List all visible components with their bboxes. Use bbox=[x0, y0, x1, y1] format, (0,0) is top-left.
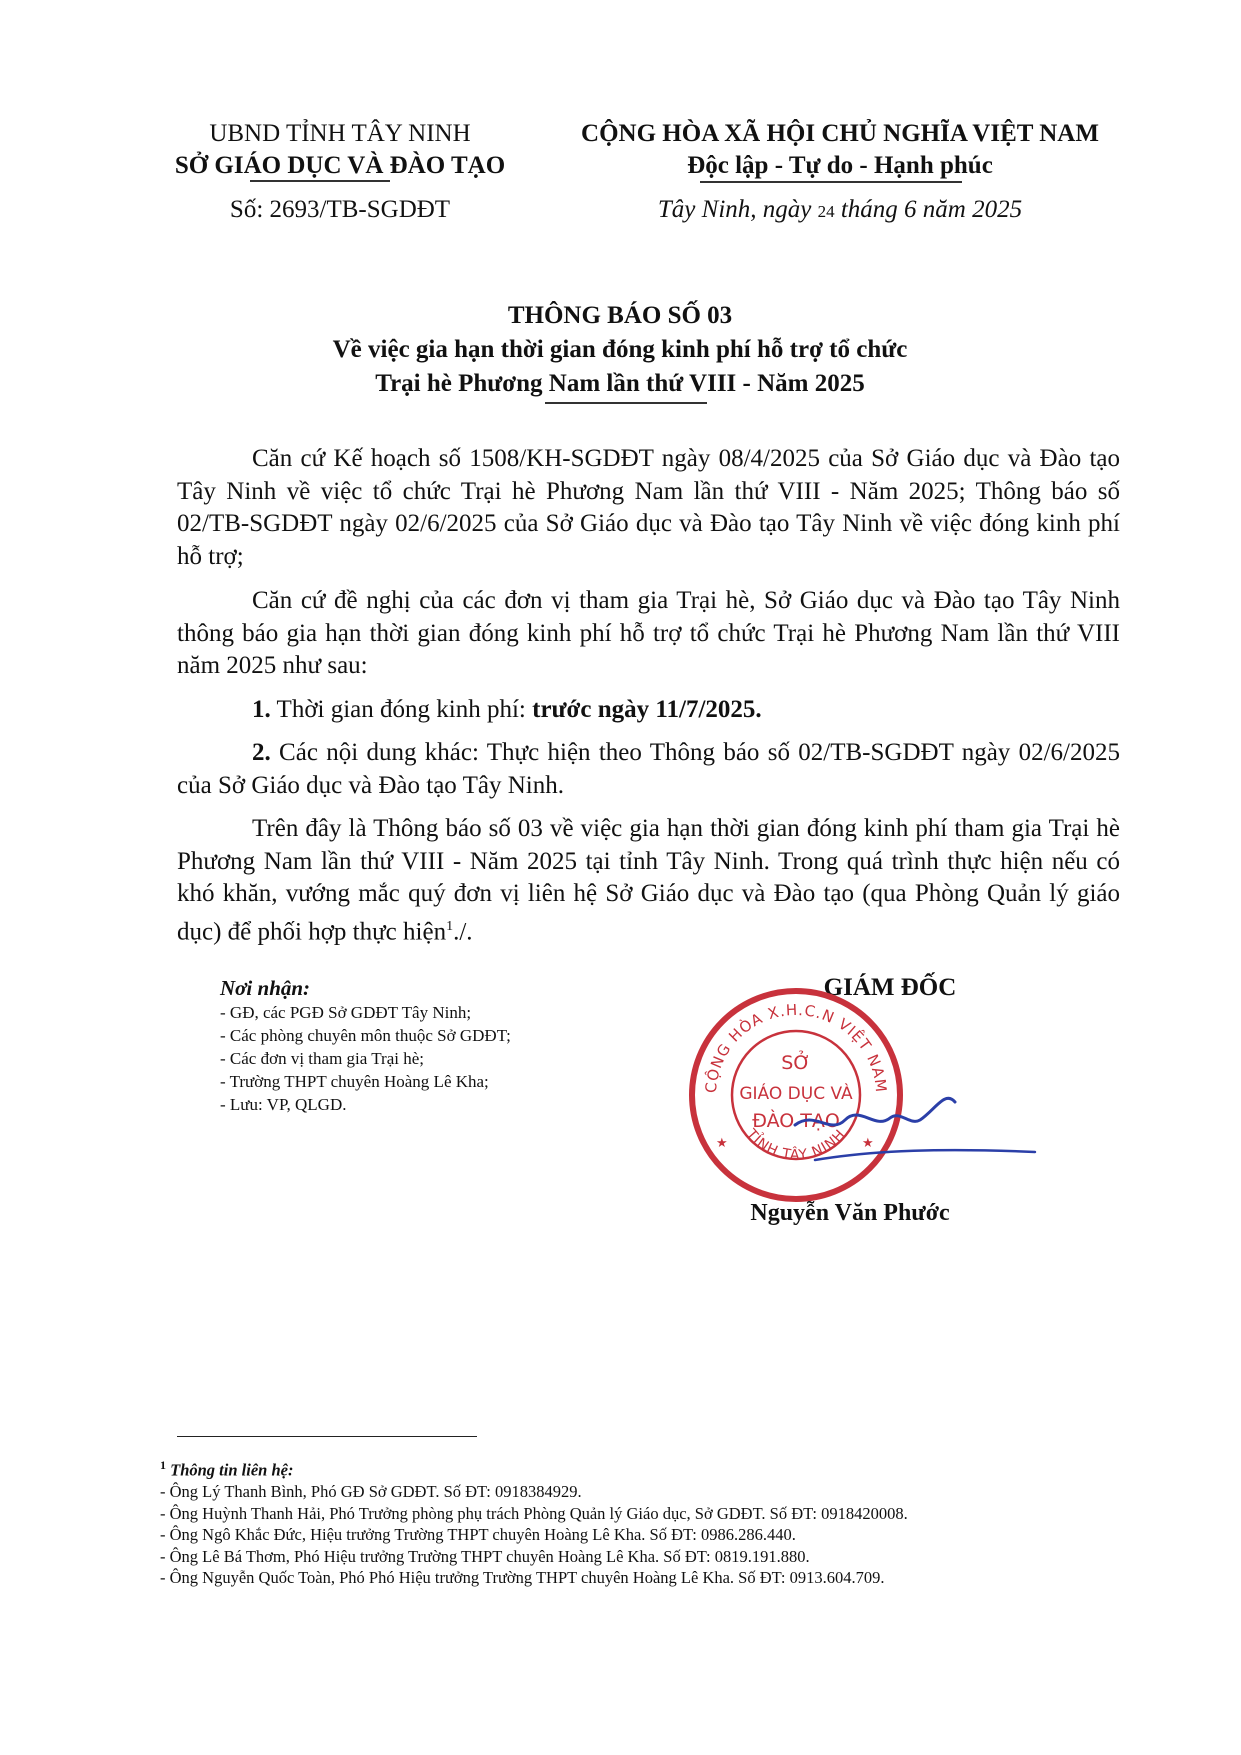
recipient-item: - Trường THPT chuyên Hoàng Lê Kha; bbox=[220, 1072, 489, 1091]
header-left bbox=[150, 118, 530, 182]
item1-deadline: trước ngày 11/7/2025. bbox=[532, 695, 762, 723]
signer-role: GIÁM ĐỐC bbox=[823, 974, 957, 1001]
footnote-item: - Ông Huỳnh Thanh Hải, Phó Trưởng phòng phụ trách Phòng Quản lý Giáo dục, Sở GDĐT. Số ĐT: 0918420008. bbox=[160, 1503, 908, 1523]
seal-star-icon: ★ bbox=[862, 1135, 874, 1150]
footnote-item: - Ông Lê Bá Thơm, Phó Hiệu trưởng Trường THPT chuyên Hoàng Lê Kha. Số ĐT: 0819.191.880. bbox=[160, 1546, 810, 1566]
signer-name: Nguyễn Văn Phước bbox=[750, 1200, 950, 1226]
agency-underline bbox=[250, 180, 390, 182]
item2-number: 2. bbox=[252, 739, 271, 766]
agency-line1: UBND TỈNH TÂY NINH bbox=[209, 120, 471, 147]
doc-number: Số: 2693/TB-SGDĐT bbox=[229, 196, 451, 223]
footnote-item: - Ông Nguyễn Quốc Toàn, Phó Phó Hiệu trưởng Trường THPT chuyên Hoàng Lê Kha. Số ĐT: 0913.604.709. bbox=[160, 1568, 885, 1587]
nation-line2: Độc lập - Tự do - Hạnh phúc bbox=[687, 152, 993, 179]
footnote-heading: Thông tin liên hệ: bbox=[170, 1460, 294, 1480]
para3-end: ./. bbox=[453, 917, 473, 945]
recipient-item: - Các đơn vị tham gia Trại hè; bbox=[220, 1049, 424, 1068]
footnote-item: - Ông Ngô Khắc Đức, Hiệu trưởng Trường THPT chuyên Hoàng Lê Kha. Số ĐT: 0986.286.440. bbox=[160, 1525, 796, 1544]
seal-ring-bottom-text: TỈNH TÂY NINH bbox=[742, 1126, 850, 1164]
seal-line3: ĐÀO TẠO bbox=[752, 1110, 840, 1132]
body-para-1: Căn cứ Kế hoạch số 1508/KH-SGDĐT ngày 08/4/2025 của Sở Giáo dục và Đào tạo Tây Ninh về việc tổ chức Trại hè Phương Nam lần thứ VIII - Năm 2025; Thông báo số 02/TB-SGDĐT ngày 02/6/2025 của Sở Giáo dục và Đào tạo Tây Ninh về việc đóng kinh phí hỗ trợ; bbox=[177, 445, 1120, 570]
place-date bbox=[540, 194, 1140, 228]
recipient-item: - Các phòng chuyên môn thuộc Sở GDĐT; bbox=[220, 1026, 511, 1045]
seal-ring-top-text: CỘNG HÒA X.H.C.N VIỆT NAM bbox=[701, 1000, 891, 1094]
seal-line2: GIÁO DỤC VÀ bbox=[739, 1084, 853, 1104]
title-underline bbox=[545, 402, 707, 404]
date-day: 24 bbox=[817, 202, 835, 221]
body-item-1 bbox=[177, 694, 1120, 727]
recipients bbox=[220, 975, 640, 1116]
item1-text: Thời gian đóng kinh phí: bbox=[270, 695, 533, 723]
recipient-item: - GĐ, các PGĐ Sở GDĐT Tây Ninh; bbox=[220, 1003, 472, 1022]
handwritten-signature bbox=[785, 1080, 1045, 1170]
footnote-separator bbox=[177, 1436, 477, 1437]
footnote-heading-row bbox=[160, 1455, 1160, 1481]
footnote-item: - Ông Lý Thanh Bình, Phó GĐ Sở GDĐT. Số ĐT: 0918384929. bbox=[160, 1482, 582, 1501]
body-item-2 bbox=[177, 737, 1120, 802]
place-prefix: Tây Ninh, ngày bbox=[657, 196, 818, 223]
header-right bbox=[540, 118, 1140, 182]
recipients-heading: Nơi nhận: bbox=[220, 976, 311, 1000]
nation-line1: CỘNG HÒA XÃ HỘI CHỦ NGHĨA VIỆT NAM bbox=[581, 120, 1099, 147]
title-line2: Về việc gia hạn thời gian đóng kinh phí hỗ trợ tổ chức bbox=[332, 336, 908, 363]
body-para-2: Căn cứ đề nghị của các đơn vị tham gia Trại hè, Sở Giáo dục và Đào tạo Tây Ninh thông báo gia hạn thời gian đóng kinh phí hỗ trợ tổ chức Trại hè Phương Nam lần thứ VIII năm 2025 như sau: bbox=[177, 587, 1120, 679]
document-body bbox=[177, 443, 1120, 948]
agency-line2: SỞ GIÁO DỤC VÀ ĐÀO TẠO bbox=[174, 152, 506, 179]
seal-star-icon: ★ bbox=[716, 1135, 728, 1150]
title-line3: Trại hè Phương Nam lần thứ VIII - Năm 2025 bbox=[375, 370, 865, 397]
item1-number: 1. bbox=[252, 695, 271, 723]
footnote bbox=[160, 1455, 1160, 1589]
footnote-marker: 1 bbox=[160, 1458, 166, 1472]
motto-underline bbox=[700, 181, 962, 183]
body-para-3 bbox=[177, 813, 1120, 948]
place-suffix: tháng 6 năm 2025 bbox=[834, 196, 1023, 223]
document-title bbox=[150, 299, 1090, 401]
footnote-ref: 1 bbox=[446, 918, 454, 934]
title-line1: THÔNG BÁO SỐ 03 bbox=[507, 302, 733, 329]
para3-text: Trên đây là Thông báo số 03 về việc gia hạn thời gian đóng kinh phí tham gia Trại hè Phương Nam lần thứ VIII - Năm 2025 tại tỉnh Tây Ninh. Trong quá trình thực hiện nếu có khó khăn, vướng mắc quý đơn vị liên hệ Sở Giáo dục và Đào tạo (qua Phòng Quản lý giáo dục) để phối hợp thực hiện bbox=[177, 815, 1120, 945]
seal-line1: SỞ bbox=[781, 1052, 811, 1074]
item2-text: Các nội dung khác: Thực hiện theo Thông báo số 02/TB-SGDĐT ngày 02/6/2025 của Sở Giáo dục và Đào tạo Tây Ninh. bbox=[177, 739, 1120, 799]
recipient-item: - Lưu: VP, QLGD. bbox=[220, 1095, 347, 1114]
